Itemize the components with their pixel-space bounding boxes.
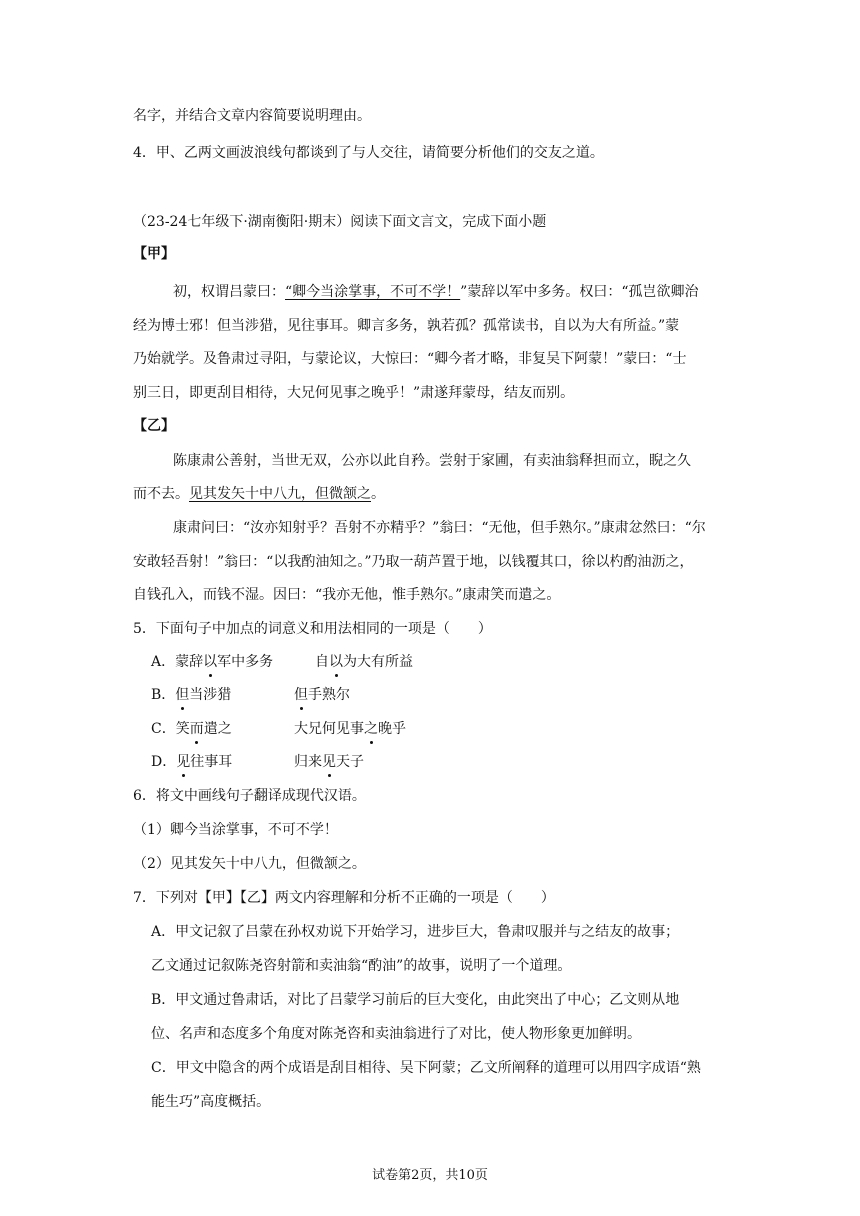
option-text: 天子 bbox=[336, 754, 364, 770]
yi-text: 。 bbox=[371, 486, 385, 502]
dotted-word: 以 bbox=[329, 654, 343, 670]
q5-option-d bbox=[151, 752, 671, 772]
dotted-word: 之 bbox=[364, 721, 378, 737]
q5-option-c bbox=[151, 719, 671, 739]
q6-sentence-1: （1）卿今当涂掌事，不可不学！ bbox=[133, 822, 338, 838]
option-text: 军中多务 bbox=[217, 654, 274, 670]
q7-option-a-line-2: 乙文通过记叙陈尧咨射箭和卖油翁“酌油”的故事，说明了一个道理。 bbox=[151, 958, 572, 974]
option-text: D． bbox=[151, 754, 177, 770]
option-text: 大兄何见事 bbox=[294, 721, 364, 737]
dotted-word: 见 bbox=[322, 754, 336, 770]
option-text: 归来 bbox=[294, 754, 322, 770]
jia-line-2: 经为博士邪！但当涉猎，见往事耳。卿言多务，孰若孤？孤常读书，自以为大有所益。”蒙 bbox=[133, 318, 680, 334]
jia-line-4: 别三日，即更刮目相待，大兄何见事之晚乎！”肃遂拜蒙母，结友而别。 bbox=[133, 385, 575, 401]
question-7-stem: 7．下列对【甲】【乙】两文内容理解和分析不正确的一项是（ ） bbox=[133, 890, 555, 906]
option-text: 往事耳 bbox=[190, 754, 233, 770]
page-footer: 试卷第2页，共10页 bbox=[372, 1168, 488, 1183]
yi-text: 而不去。 bbox=[133, 486, 189, 502]
option-text: 当涉猎 bbox=[189, 687, 232, 703]
option-text: 自 bbox=[315, 654, 329, 670]
dotted-word: 但 bbox=[175, 687, 190, 703]
option-text: 为大有所益 bbox=[343, 654, 413, 670]
label-yi: 【乙】 bbox=[133, 418, 175, 434]
q7-option-a-line-1: A．甲文记叙了吕蒙在孙权劝说下开始学习，进步巨大，鲁肃叹服并与之结友的故事； bbox=[151, 924, 680, 940]
yi-line-5: 自钱孔入，而钱不湿。因曰：“我亦无他，惟手熟尔。”康肃笑而遣之。 bbox=[133, 587, 561, 603]
jia-line-3: 乃始就学。及鲁肃过寻阳，与蒙论议，大惊曰：“卿今者才略，非复吴下阿蒙！”蒙曰：“士 bbox=[133, 351, 687, 367]
label-jia: 【甲】 bbox=[133, 246, 175, 262]
dotted-word: 而 bbox=[189, 721, 204, 737]
q7-option-b-line-2: 位、名声和态度多个角度对陈尧咨和卖油翁进行了对比，使人物形象更加鲜明。 bbox=[151, 1026, 641, 1042]
option-text: B． bbox=[151, 687, 176, 703]
dotted-word: 见 bbox=[176, 754, 191, 770]
question-continuation: 名字，并结合文章内容简要说明理由。 bbox=[133, 108, 371, 124]
option-text: A．蒙辞 bbox=[151, 654, 204, 670]
yi-line-4: 安敢轻吾射！”翁曰：“以我酌油知之。”乃取一葫芦置于地，以钱覆其口，徐以杓酌油沥之， bbox=[133, 554, 694, 570]
option-text: C．笑 bbox=[151, 721, 190, 737]
yi-line-2 bbox=[133, 484, 385, 504]
q7-option-c-line-2: 能生巧”高度概括。 bbox=[151, 1094, 271, 1110]
dotted-word: 但 bbox=[294, 687, 308, 703]
question-5-stem: 5．下面句子中加点的词意义和用法相同的一项是（ ） bbox=[133, 621, 492, 637]
question-6-stem: 6．将文中画线句子翻译成现代汉语。 bbox=[133, 788, 366, 804]
jia-line-1 bbox=[173, 282, 699, 302]
dotted-word: 以 bbox=[203, 654, 218, 670]
underlined-sentence-1: “卿今当涂掌事，不可不学！ bbox=[285, 284, 461, 300]
passage-source: （23-24七年级下·湖南衡阳·期末）阅读下面文言文，完成下面小题 bbox=[133, 214, 547, 230]
q7-option-c-line-1: C．甲文中隐含的两个成语是刮目相待、吴下阿蒙；乙文所阐释的道理可以用四字成语“熟 bbox=[151, 1060, 701, 1076]
yi-line-1: 陈康肃公善射，当世无双，公亦以此自矜。尝射于家圃，有卖油翁释担而立，睨之久 bbox=[173, 453, 691, 469]
question-4: 4．甲、乙两文画波浪线句都谈到了与人交往，请简要分析他们的交友之道。 bbox=[133, 145, 604, 161]
jia-text: 初，权谓吕蒙曰： bbox=[173, 284, 285, 300]
q5-option-b bbox=[151, 685, 671, 705]
q6-sentence-2: （2）见其发矢十中八九，但微颔之。 bbox=[133, 856, 366, 872]
option-text: 晚乎 bbox=[378, 721, 406, 737]
option-text: 手熟尔 bbox=[308, 687, 350, 703]
yi-line-3: 康肃问曰：“汝亦知射乎？吾射不亦精乎？”翁曰：“无他，但手熟尔。”康肃忿然曰：“尔 bbox=[173, 520, 706, 536]
jia-text: ”蒙辞以军中多务。权曰：“孤岂欲卿治 bbox=[460, 284, 699, 300]
q5-option-a bbox=[151, 652, 671, 672]
underlined-sentence-2: 见其发矢十中八九，但微颔之 bbox=[189, 486, 371, 502]
q7-option-b-line-1: B．甲文通过鲁肃话，对比了吕蒙学习前后的巨大变化，由此突出了中心；乙文则从地 bbox=[151, 992, 680, 1008]
option-text: 遣之 bbox=[203, 721, 232, 737]
